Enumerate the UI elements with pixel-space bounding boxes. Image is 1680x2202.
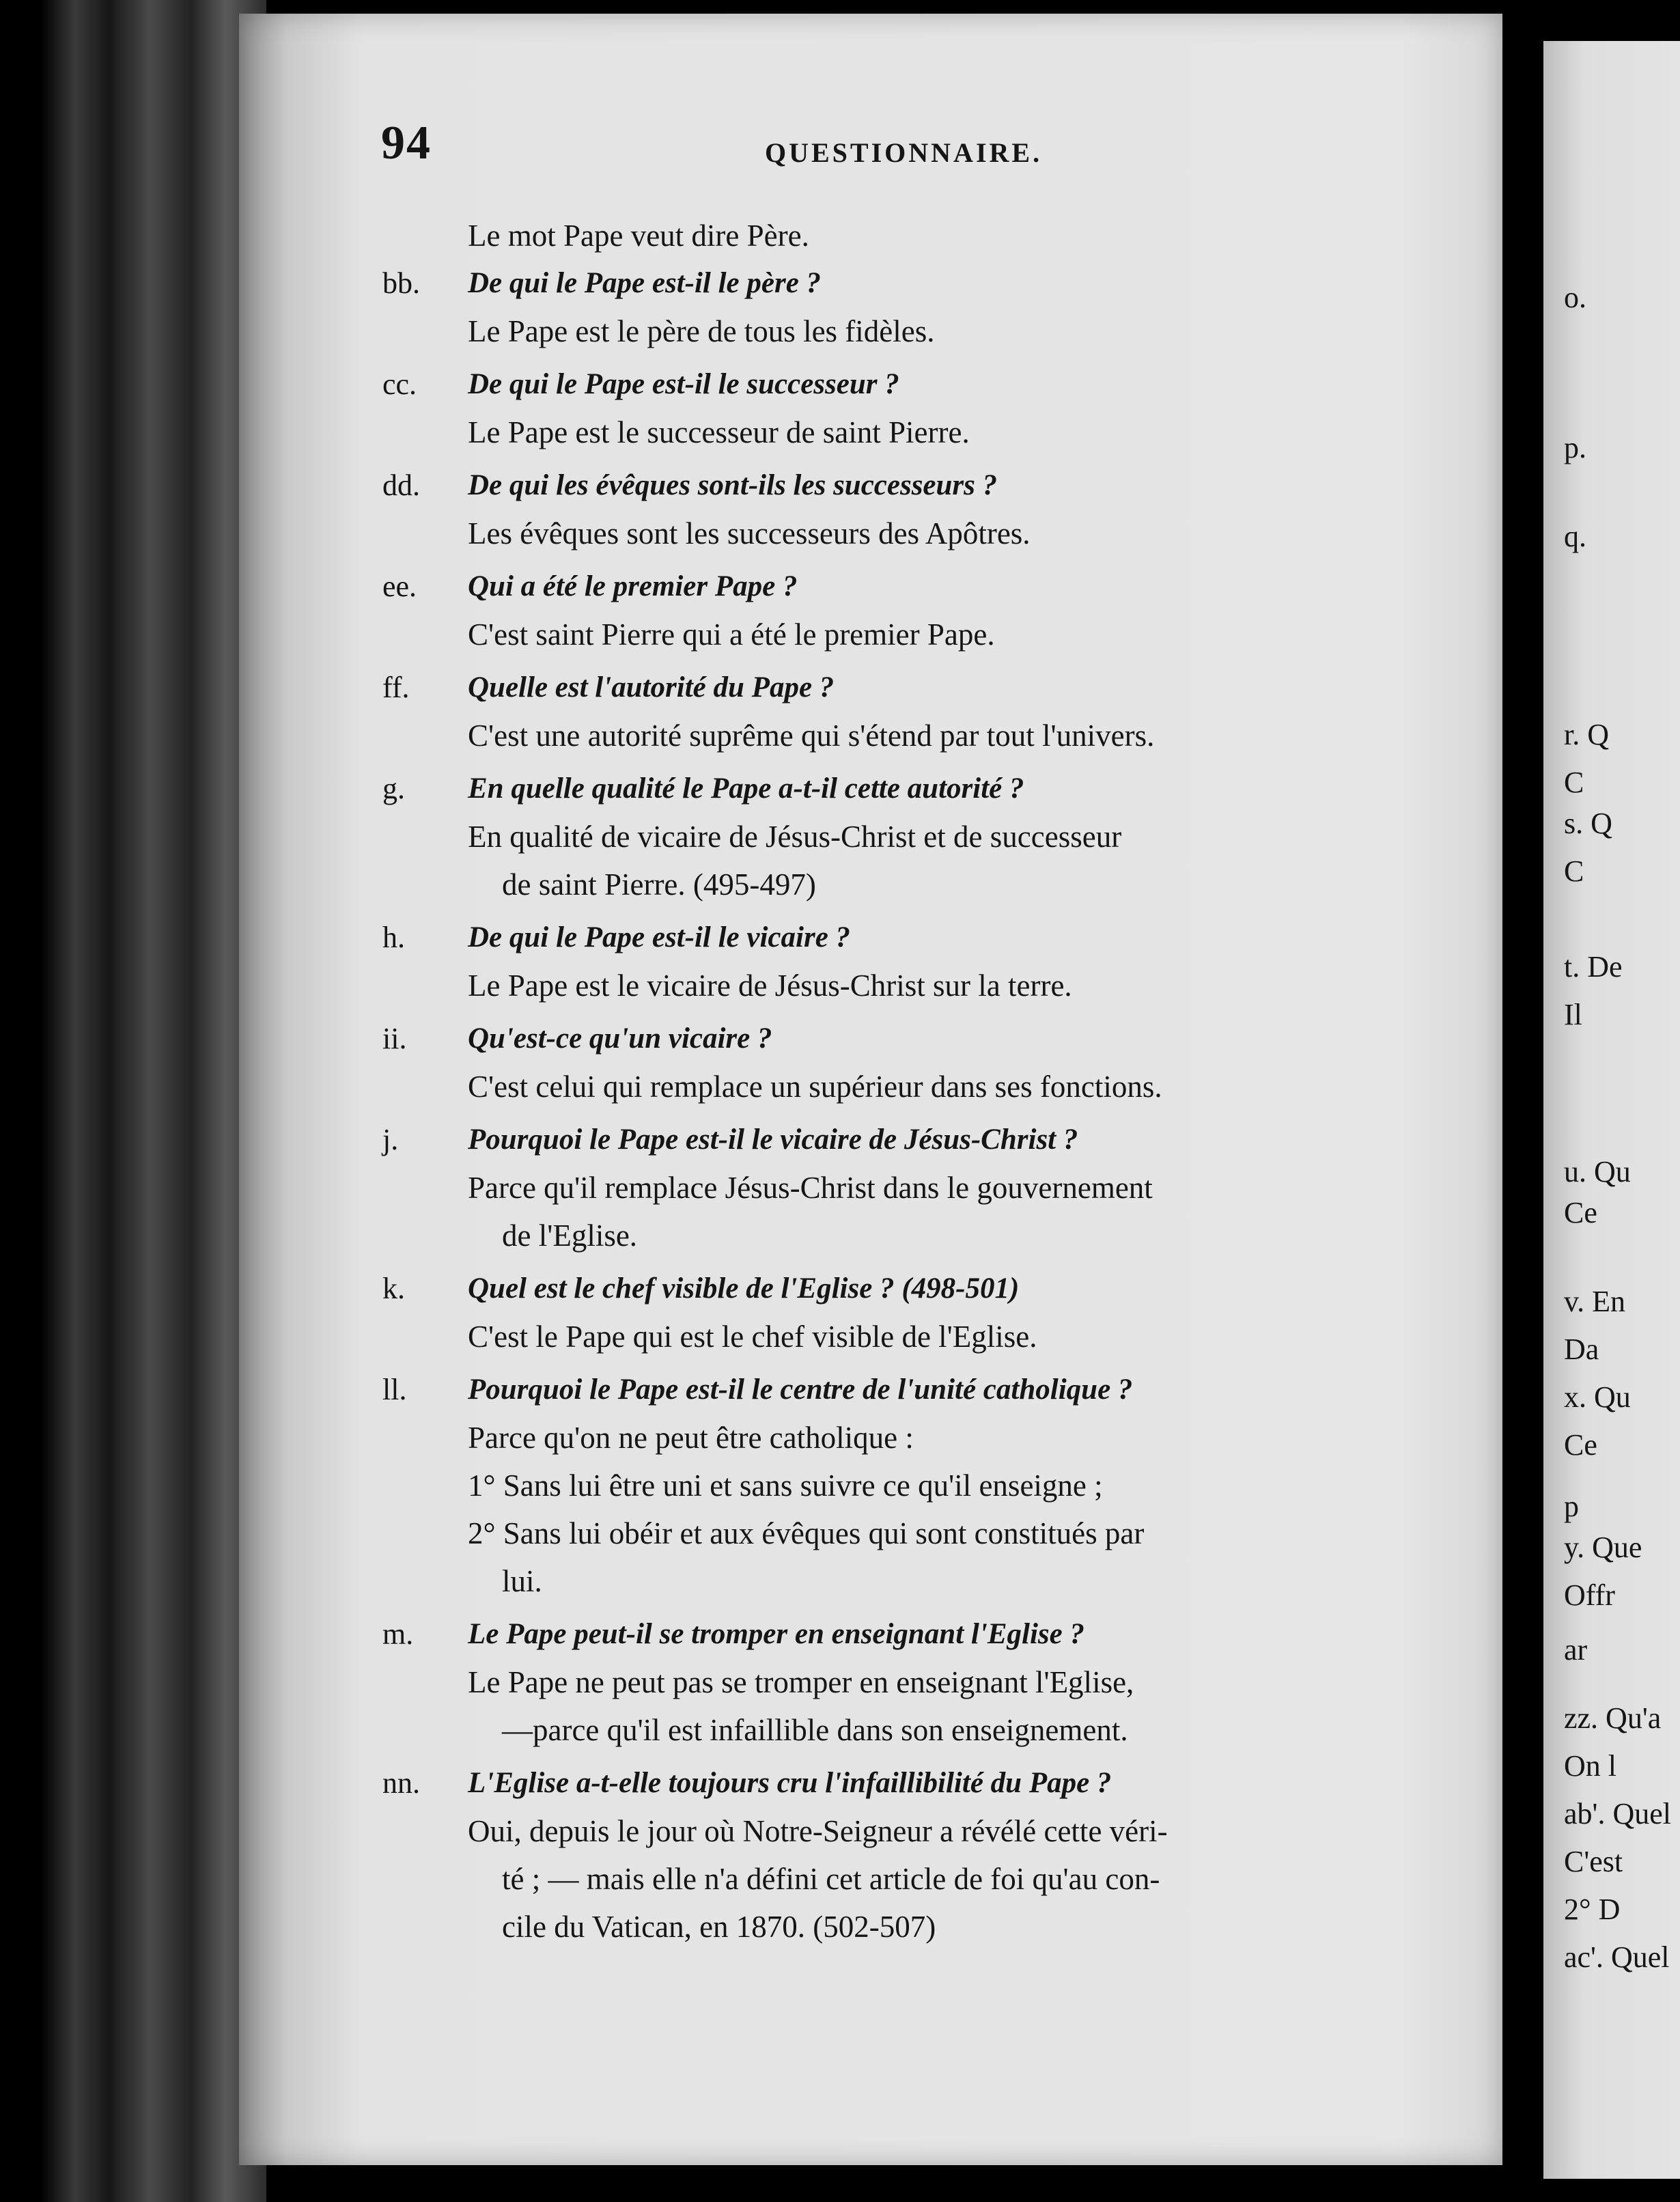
question-line bbox=[239, 914, 1502, 962]
entry-label: ll. bbox=[382, 1373, 407, 1406]
entry-label: bb. bbox=[382, 266, 420, 300]
facing-page-text: t. De bbox=[1564, 950, 1623, 984]
entry-label: ii. bbox=[382, 1022, 407, 1055]
answer-line bbox=[239, 1313, 1502, 1361]
answer-line bbox=[239, 611, 1502, 658]
answer-text: C'est une autorité suprême qui s'étend par tout l'univers. bbox=[468, 719, 1155, 753]
answer-line bbox=[239, 1855, 1502, 1903]
answer-line bbox=[239, 1706, 1502, 1754]
question-text: Pourquoi le Pape est-il le centre de l'unité catholique ? bbox=[468, 1374, 1133, 1406]
answer-line bbox=[239, 1212, 1502, 1259]
facing-page-text: v. En bbox=[1564, 1285, 1626, 1318]
answer-line bbox=[239, 1414, 1502, 1462]
facing-page-text: q. bbox=[1564, 520, 1586, 553]
answer-text: C'est saint Pierre qui a été le premier Pape. bbox=[468, 617, 995, 652]
qa-entry bbox=[239, 462, 1502, 557]
question-text: Le Pape peut-il se tromper en enseignant l'Eglise ? bbox=[468, 1618, 1084, 1650]
entry-label: ff. bbox=[382, 671, 410, 704]
answer-text: Oui, depuis le jour où Notre-Seigneur a révélé cette véri- bbox=[468, 1814, 1168, 1848]
entry-label: k. bbox=[382, 1272, 405, 1305]
answer-line bbox=[239, 1557, 1502, 1605]
answer-text: Parce qu'il remplace Jésus-Christ dans le gouvernement bbox=[468, 1171, 1153, 1205]
answer-text: —parce qu'il est infaillible dans son enseignement. bbox=[502, 1713, 1128, 1747]
facing-page-fragment bbox=[1543, 41, 1680, 2179]
answer-text: C'est le Pape qui est le chef visible de l'Eglise. bbox=[468, 1320, 1037, 1354]
answer-text: de l'Eglise. bbox=[502, 1218, 638, 1253]
facing-page-text: p. bbox=[1564, 431, 1586, 464]
qa-entry bbox=[239, 664, 1502, 759]
question-line bbox=[239, 260, 1502, 307]
qa-entry bbox=[239, 1116, 1502, 1259]
entry-label: ee. bbox=[382, 570, 417, 603]
facing-page-text: o. bbox=[1564, 281, 1586, 314]
qa-entry bbox=[239, 1265, 1502, 1361]
answer-line bbox=[239, 1509, 1502, 1557]
facing-page-text: zz. Qu'a bbox=[1564, 1701, 1662, 1735]
entry-label: nn. bbox=[382, 1766, 420, 1800]
question-text: Qu'est-ce qu'un vicaire ? bbox=[468, 1022, 772, 1055]
question-line bbox=[239, 361, 1502, 408]
facing-page-text: p bbox=[1564, 1490, 1579, 1523]
answer-line bbox=[239, 510, 1502, 557]
answer-text: Le Pape est le père de tous les fidèles. bbox=[468, 314, 935, 348]
answer-line bbox=[239, 307, 1502, 355]
answer-line bbox=[239, 1658, 1502, 1706]
qa-entry bbox=[239, 914, 1502, 1009]
answer-line bbox=[239, 1807, 1502, 1855]
answer-text: Le Pape ne peut pas se tromper en enseignant l'Eglise, bbox=[468, 1665, 1134, 1699]
answer-line bbox=[239, 962, 1502, 1009]
question-text: L'Eglise a-t-elle toujours cru l'infaillibilité du Pape ? bbox=[468, 1767, 1112, 1799]
qa-entry bbox=[239, 361, 1502, 456]
qa-entry bbox=[239, 765, 1502, 908]
answer-text: de saint Pierre. (495-497) bbox=[502, 867, 816, 902]
answer-line bbox=[239, 712, 1502, 759]
question-text: De qui le Pape est-il le vicaire ? bbox=[468, 921, 851, 953]
question-line bbox=[239, 765, 1502, 813]
question-line bbox=[239, 1611, 1502, 1658]
answer-text: Parce qu'on ne peut être catholique : bbox=[468, 1421, 914, 1455]
intro-line bbox=[239, 212, 1502, 260]
book-spine-edge bbox=[0, 0, 266, 2202]
facing-page-text: u. Qu bbox=[1564, 1155, 1631, 1188]
facing-page-text: ac'. Quel bbox=[1564, 1940, 1670, 1974]
entry-label: j. bbox=[382, 1123, 399, 1156]
answer-text: cile du Vatican, en 1870. (502-507) bbox=[502, 1910, 936, 1944]
entry-label: m. bbox=[382, 1617, 414, 1651]
answer-text: En qualité de vicaire de Jésus-Christ et de successeur bbox=[468, 820, 1122, 854]
question-line bbox=[239, 1759, 1502, 1807]
question-text: De qui les évêques sont-ils les successeurs ? bbox=[468, 469, 998, 501]
qa-entry bbox=[239, 1611, 1502, 1754]
facing-page-text: Ce bbox=[1564, 1196, 1597, 1229]
facing-page-text: Il bbox=[1564, 998, 1582, 1031]
facing-page-text: 2° D bbox=[1564, 1893, 1621, 1926]
entry-list bbox=[239, 260, 1502, 1951]
qa-entry bbox=[239, 563, 1502, 658]
facing-page-text: C bbox=[1564, 854, 1584, 888]
question-text: De qui le Pape est-il le successeur ? bbox=[468, 368, 899, 400]
page-number: 94 bbox=[381, 117, 432, 169]
facing-page-text: Da bbox=[1564, 1333, 1599, 1366]
facing-page-text: Offr bbox=[1564, 1578, 1615, 1612]
question-text: De qui le Pape est-il le père ? bbox=[468, 267, 822, 299]
question-line bbox=[239, 1265, 1502, 1313]
answer-text: 2° Sans lui obéir et aux évêques qui sont constitués par bbox=[468, 1516, 1145, 1550]
answer-line bbox=[239, 813, 1502, 861]
answer-line bbox=[239, 861, 1502, 908]
question-text: En quelle qualité le Pape a-t-il cette autorité ? bbox=[468, 772, 1024, 805]
facing-page-text: C'est bbox=[1564, 1845, 1623, 1878]
answer-line bbox=[239, 408, 1502, 456]
answer-text: Les évêques sont les successeurs des Apôtres. bbox=[468, 516, 1031, 550]
question-line bbox=[239, 462, 1502, 510]
answer-text: lui. bbox=[502, 1564, 542, 1598]
qa-entry bbox=[239, 1759, 1502, 1951]
facing-page-text: s. Q bbox=[1564, 807, 1612, 840]
facing-page-text: ab'. Quel bbox=[1564, 1797, 1671, 1830]
running-title: QUESTIONNAIRE. bbox=[765, 137, 1043, 168]
answer-line bbox=[239, 1462, 1502, 1509]
entry-label: dd. bbox=[382, 469, 420, 502]
qa-entry bbox=[239, 260, 1502, 355]
facing-page-text: C bbox=[1564, 766, 1584, 799]
facing-page-text: x. Qu bbox=[1564, 1380, 1631, 1414]
answer-text: Le Pape est le vicaire de Jésus-Christ sur la terre. bbox=[468, 968, 1072, 1003]
question-text: Qui a été le premier Pape ? bbox=[468, 570, 798, 602]
answer-line bbox=[239, 1063, 1502, 1111]
facing-page-text: r. Q bbox=[1564, 718, 1609, 751]
answer-text: Le Pape est le successeur de saint Pierre. bbox=[468, 415, 970, 449]
question-line bbox=[239, 1015, 1502, 1063]
qa-entry bbox=[239, 1366, 1502, 1605]
question-line bbox=[239, 563, 1502, 611]
answer-text: 1° Sans lui être uni et sans suivre ce qu'il enseigne ; bbox=[468, 1468, 1103, 1503]
page-header bbox=[239, 116, 1502, 178]
answer-text: C'est celui qui remplace un supérieur dans ses fonctions. bbox=[468, 1070, 1162, 1104]
question-text: Quel est le chef visible de l'Eglise ? (498-501) bbox=[468, 1272, 1020, 1305]
question-line bbox=[239, 1116, 1502, 1164]
intro-text: Le mot Pape veut dire Père. bbox=[468, 219, 809, 253]
facing-page-text: On l bbox=[1564, 1749, 1616, 1783]
book-page bbox=[239, 14, 1502, 2165]
answer-line bbox=[239, 1164, 1502, 1212]
question-text: Pourquoi le Pape est-il le vicaire de Jésus-Christ ? bbox=[468, 1124, 1078, 1156]
facing-page-text: y. Que bbox=[1564, 1531, 1642, 1564]
catechism-entries bbox=[239, 212, 1502, 1956]
question-line bbox=[239, 664, 1502, 712]
entry-label: cc. bbox=[382, 367, 417, 401]
answer-text: té ; — mais elle n'a défini cet article de foi qu'au con- bbox=[502, 1862, 1160, 1896]
qa-entry bbox=[239, 1015, 1502, 1111]
facing-page-text: Ce bbox=[1564, 1428, 1597, 1462]
facing-page-text: ar bbox=[1564, 1633, 1588, 1667]
entry-label: g. bbox=[382, 772, 405, 805]
question-text: Quelle est l'autorité du Pape ? bbox=[468, 671, 835, 703]
answer-line bbox=[239, 1903, 1502, 1951]
entry-label: h. bbox=[382, 921, 405, 954]
question-line bbox=[239, 1366, 1502, 1414]
